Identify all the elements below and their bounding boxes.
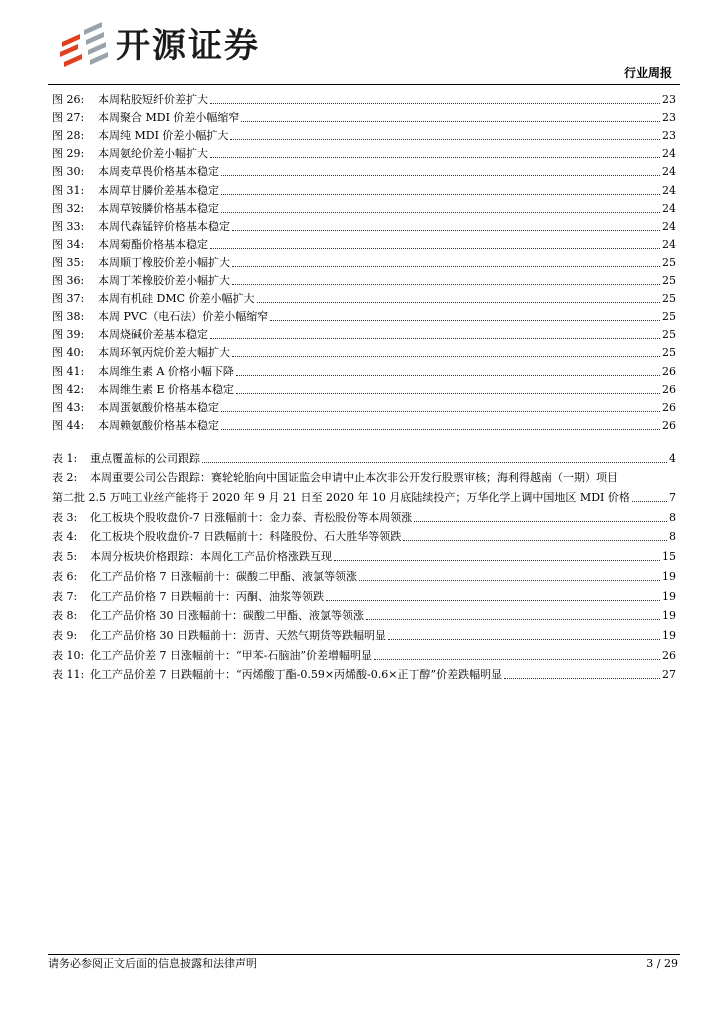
figure-page: 24 <box>662 165 676 179</box>
table-title: 化工产品价差 7 日涨幅前十：“甲苯-石脑油”价差增幅明显 <box>90 648 372 662</box>
figure-page: 23 <box>662 129 676 143</box>
figure-number: 图 43: <box>52 400 85 414</box>
figure-title: 本周纯 MDI 价差小幅扩大 <box>98 129 229 143</box>
kaiyuan-logo-icon <box>58 22 110 68</box>
dot-leader <box>221 411 660 412</box>
page-indicator: 3 / 29 <box>646 957 678 970</box>
dot-leader <box>210 248 660 249</box>
figure-entry[interactable] <box>52 234 676 252</box>
table-page: 4 <box>669 451 676 465</box>
figure-number: 图 33: <box>52 219 85 233</box>
figure-entry[interactable] <box>52 107 676 125</box>
figure-title: 本周环氧丙烷价差大幅扩大 <box>98 346 230 360</box>
dot-leader <box>366 619 660 620</box>
figure-title: 本周草铵膦价格基本稳定 <box>98 201 219 215</box>
dot-leader <box>334 560 660 561</box>
figure-title: 本周氨纶价差小幅扩大 <box>98 147 208 161</box>
figure-entry[interactable] <box>52 397 676 415</box>
table-page: 8 <box>669 510 676 524</box>
figure-number: 图 37: <box>52 292 85 306</box>
figure-page: 26 <box>662 364 676 378</box>
figure-page: 24 <box>662 147 676 161</box>
table-title: 化工板块个股收盘价-7 日跌幅前十：科隆股份、石大胜华等领跌 <box>90 530 402 544</box>
figure-page: 26 <box>662 400 676 414</box>
table-entry[interactable] <box>52 466 676 505</box>
figure-entry[interactable] <box>52 252 676 270</box>
figure-number: 图 32: <box>52 201 85 215</box>
figure-page: 24 <box>662 237 676 251</box>
dot-leader <box>414 521 667 522</box>
table-number: 表 2: <box>52 471 78 485</box>
figure-page: 26 <box>662 418 676 432</box>
figure-title: 本周聚合 MDI 价差小幅缩窄 <box>98 111 240 125</box>
dot-leader <box>236 375 660 376</box>
figure-number: 图 30: <box>52 165 85 179</box>
disclaimer-note: 请务必参阅正文后面的信息披露和法律声明 <box>48 957 257 970</box>
table-title: 重点覆盖标的公司跟踪 <box>90 451 200 465</box>
table-title: 本周分板块价格跟踪：本周化工产品价格涨跌互现 <box>90 550 332 564</box>
figure-title: 本周烧碱价差基本稳定 <box>98 328 208 342</box>
dot-leader <box>257 302 661 303</box>
figure-number: 图 44: <box>52 418 85 432</box>
table-title: 本周重要公司公告跟踪：赛轮轮胎向中国证监会申请中止本次非公开发行股票审核；海利得越南（一期）项目 <box>90 471 618 485</box>
table-title: 化工产品价格 30 日跌幅前十：沥青、天然气期货等跌幅明显 <box>90 628 386 642</box>
figure-list <box>52 89 676 433</box>
table-page: 8 <box>669 530 676 544</box>
table-page: 19 <box>662 628 676 642</box>
footer-divider <box>48 954 680 955</box>
table-number: 表 7: <box>52 589 78 603</box>
figure-entry[interactable] <box>52 161 676 179</box>
dot-leader <box>403 540 667 541</box>
table-entry[interactable] <box>52 564 676 584</box>
dot-leader <box>241 121 660 122</box>
dot-leader <box>202 462 667 463</box>
figure-number: 图 28: <box>52 129 85 143</box>
table-number: 表 11: <box>52 668 85 682</box>
figure-entry[interactable] <box>52 89 676 107</box>
dot-leader <box>359 580 660 581</box>
figure-page: 26 <box>662 382 676 396</box>
report-type-label: 行业周报 <box>623 66 672 80</box>
table-number: 表 1: <box>52 451 78 465</box>
figure-title: 本周代森锰锌价格基本稳定 <box>98 219 230 233</box>
dot-leader <box>230 139 660 140</box>
figure-title: 本周丁苯橡胶价差小幅扩大 <box>98 274 230 288</box>
figure-number: 图 27: <box>52 111 85 125</box>
table-number: 表 9: <box>52 628 78 642</box>
figure-entry[interactable] <box>52 198 676 216</box>
table-number: 表 4: <box>52 530 78 544</box>
figure-entry[interactable] <box>52 270 676 288</box>
figure-page: 23 <box>662 93 676 107</box>
dot-leader <box>210 338 660 339</box>
dot-leader <box>504 678 660 679</box>
table-title-continued: 第二批 2.5 万吨工业丝产能将于 2020 年 9 月 21 日至 2020 年 10 月底陆续投产；万华化学上调中国地区 MDI 价格 <box>52 491 630 505</box>
table-number: 表 6: <box>52 569 78 583</box>
figure-number: 图 38: <box>52 310 85 324</box>
table-page: 19 <box>662 589 676 603</box>
figure-title: 本周菊酯价格基本稳定 <box>98 237 208 251</box>
figure-title: 本周维生素 E 价格基本稳定 <box>98 382 235 396</box>
figure-number: 图 42: <box>52 382 85 396</box>
figure-title: 本周有机硅 DMC 价差小幅扩大 <box>98 292 255 306</box>
dot-leader <box>232 356 660 357</box>
figure-number: 图 31: <box>52 183 85 197</box>
figure-entry[interactable] <box>52 288 676 306</box>
table-title: 化工产品价格 7 日跌幅前十：丙酮、油浆等领跌 <box>90 589 324 603</box>
dot-leader <box>232 266 660 267</box>
figure-entry[interactable] <box>52 216 676 234</box>
table-entry[interactable] <box>52 623 676 643</box>
table-title: 化工产品价格 30 日涨幅前十：碳酸二甲酯、液氯等领涨 <box>90 609 364 623</box>
table-page: 19 <box>662 609 676 623</box>
brand-logo <box>58 22 278 70</box>
dot-leader <box>210 157 660 158</box>
dot-leader <box>326 600 660 601</box>
figure-entry[interactable] <box>52 143 676 161</box>
table-page: 7 <box>669 491 676 505</box>
figure-entry[interactable] <box>52 415 676 433</box>
figure-title: 本周 PVC（电石法）价差小幅缩窄 <box>98 310 269 324</box>
figure-title: 本周顺丁橡胶价差小幅扩大 <box>98 255 230 269</box>
dot-leader <box>270 320 660 321</box>
figure-title: 本周粘胶短纤价差扩大 <box>98 93 208 107</box>
figure-entry[interactable] <box>52 324 676 342</box>
table-entry[interactable] <box>52 525 676 545</box>
table-entry[interactable] <box>52 663 676 683</box>
figure-number: 图 34: <box>52 237 85 251</box>
dot-leader <box>374 659 660 660</box>
figure-page: 25 <box>662 328 676 342</box>
table-title: 化工板块个股收盘价-7 日涨幅前十：金力泰、青松股份等本周领涨 <box>90 510 413 524</box>
table-entry[interactable] <box>52 544 676 564</box>
figure-entry[interactable] <box>52 342 676 360</box>
dot-leader <box>221 429 660 430</box>
brand-name: 开源证券 <box>116 26 260 66</box>
figure-number: 图 39: <box>52 328 85 342</box>
dot-leader <box>221 212 660 213</box>
table-page: 15 <box>662 550 676 564</box>
table-number: 表 3: <box>52 510 78 524</box>
figure-page: 25 <box>662 255 676 269</box>
table-number: 表 8: <box>52 609 78 623</box>
table-entry[interactable] <box>52 643 676 663</box>
figure-number: 图 40: <box>52 346 85 360</box>
figure-page: 25 <box>662 274 676 288</box>
figure-title: 本周麦草畏价格基本稳定 <box>98 165 219 179</box>
dot-leader <box>232 284 660 285</box>
table-entry[interactable] <box>52 505 676 525</box>
figure-page: 25 <box>662 346 676 360</box>
figure-entry[interactable] <box>52 125 676 143</box>
figure-title: 本周维生素 A 价格小幅下降 <box>98 364 234 378</box>
table-entry[interactable] <box>52 584 676 604</box>
figure-number: 图 41: <box>52 364 85 378</box>
figure-entry[interactable] <box>52 379 676 397</box>
figure-page: 25 <box>662 310 676 324</box>
table-title: 化工产品价格 7 日涨幅前十：碳酸二甲酯、液氯等领涨 <box>90 569 357 583</box>
figure-number: 图 35: <box>52 255 85 269</box>
table-page: 27 <box>662 668 676 682</box>
dot-leader <box>221 175 660 176</box>
dot-leader <box>210 103 660 104</box>
table-entry[interactable] <box>52 446 676 466</box>
dot-leader <box>232 230 660 231</box>
figure-page: 24 <box>662 201 676 215</box>
page-header <box>0 0 724 90</box>
figure-page: 23 <box>662 111 676 125</box>
figure-page: 25 <box>662 292 676 306</box>
dot-leader <box>236 393 660 394</box>
header-divider <box>48 84 680 85</box>
dot-leader <box>221 194 660 195</box>
table-number: 表 5: <box>52 550 78 564</box>
figure-entry[interactable] <box>52 179 676 197</box>
table-entry[interactable] <box>52 604 676 624</box>
table-number: 表 10: <box>52 648 85 662</box>
dot-leader <box>632 501 667 502</box>
figure-number: 图 29: <box>52 147 85 161</box>
figure-page: 24 <box>662 219 676 233</box>
figure-number: 图 26: <box>52 93 85 107</box>
table-page: 26 <box>662 648 676 662</box>
figure-title: 本周蛋氨酸价格基本稳定 <box>98 400 219 414</box>
figure-number: 图 36: <box>52 274 85 288</box>
figure-title: 本周草甘膦价差基本稳定 <box>98 183 219 197</box>
dot-leader <box>388 639 660 640</box>
figure-entry[interactable] <box>52 360 676 378</box>
figure-entry[interactable] <box>52 306 676 324</box>
table-list <box>52 446 676 682</box>
table-page: 19 <box>662 569 676 583</box>
figure-title: 本周赖氨酸价格基本稳定 <box>98 418 219 432</box>
figure-page: 24 <box>662 183 676 197</box>
table-title: 化工产品价差 7 日跌幅前十：“丙烯酸丁酯-0.59×丙烯酸-0.6×正丁醇”价差跌幅明显 <box>90 668 503 682</box>
